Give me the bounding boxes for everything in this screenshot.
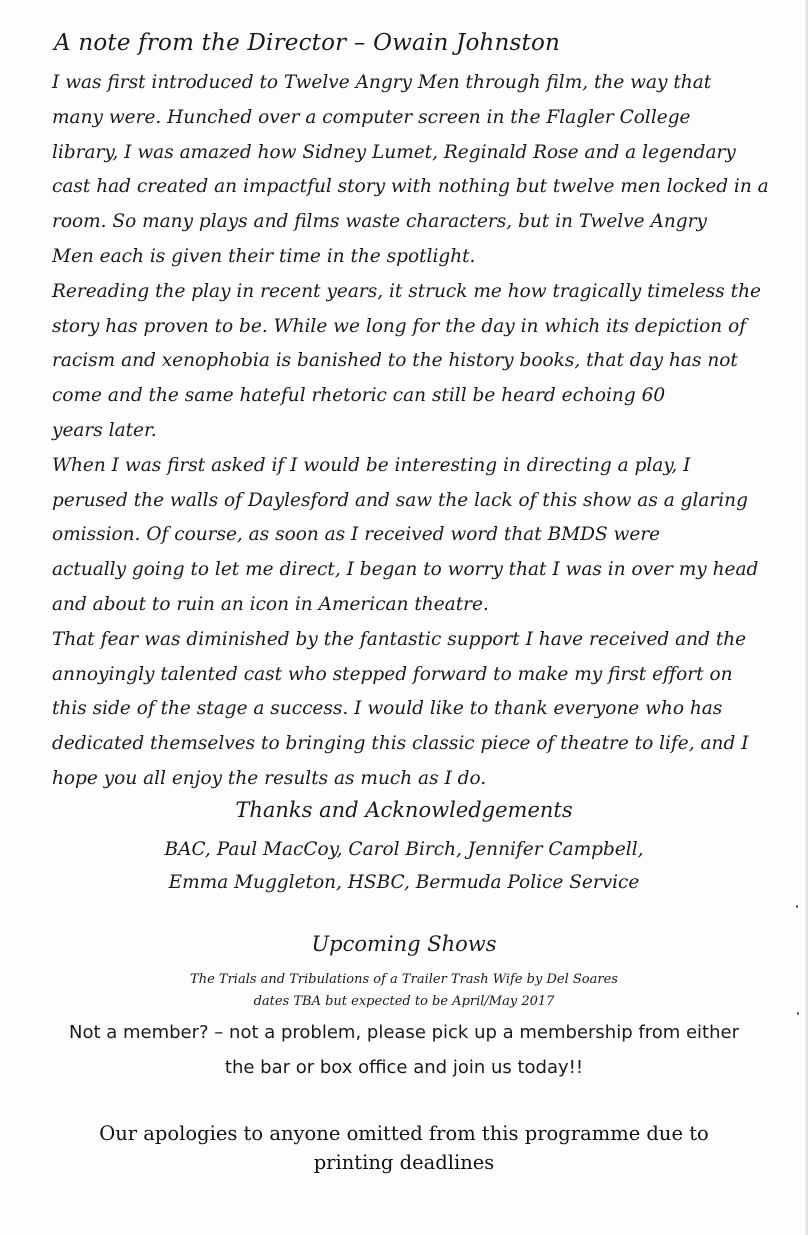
- note-line: That fear was diminished by the fantastic support I have received and the: [52, 628, 747, 650]
- upcoming-show-dates: dates TBA but expected to be April/May 2017: [253, 994, 555, 1009]
- membership-line: the bar or box office and join us today!!: [224, 1057, 584, 1078]
- membership-line: Not a member? – not a problem, please pick up a membership from either: [68, 1022, 739, 1043]
- note-line: story has proven to be. While we long for the day in which its depiction of: [52, 315, 747, 337]
- scan-speck: [796, 905, 798, 908]
- director-note-body: [52, 66, 769, 797]
- note-line: annoyingly talented cast who stepped forward to make my first effort on: [52, 663, 733, 685]
- note-line: hope you all enjoy the results as much as I do.: [52, 767, 487, 789]
- note-line: this side of the stage a success. I would like to thank everyone who has: [52, 698, 723, 720]
- note-line: omission. Of course, as soon as I received word that BMDS were: [52, 524, 661, 546]
- note-line: Men each is given their time in the spotlight.: [52, 245, 476, 267]
- thanks-heading: Thanks and Acknowledgements: [235, 798, 573, 822]
- note-line: Rereading the play in recent years, it struck me how tragically timeless the: [52, 280, 761, 302]
- note-line: I was first introduced to Twelve Angry Men through film, the way that: [52, 72, 712, 93]
- note-line: cast had created an impactful story with nothing but twelve men locked in a: [52, 176, 769, 198]
- note-line: library, I was amazed how Sidney Lumet, Reginald Rose and a legendary: [52, 141, 736, 163]
- note-line: room. So many plays and films waste characters, but in Twelve Angry: [52, 211, 707, 233]
- note-line: dedicated themselves to bringing this classic piece of theatre to life, and I: [52, 733, 749, 755]
- apology-line: printing deadlines: [313, 1151, 495, 1174]
- acknowledgements-line: Emma Muggleton, HSBC, Bermuda Police Service: [168, 872, 640, 893]
- note-line: and about to ruin an icon in American theatre.: [52, 593, 489, 615]
- note-line: actually going to let me direct, I began to worry that I was in over my head: [52, 559, 759, 581]
- note-line: come and the same hateful rhetoric can still be heard echoing 60: [52, 385, 666, 407]
- apology-line: Our apologies to anyone omitted from this programme due to: [99, 1122, 709, 1145]
- scan-speck: [797, 1012, 799, 1015]
- note-line: years later.: [52, 419, 157, 441]
- director-note-title: A note from the Director – Owain Johnston: [54, 30, 561, 56]
- acknowledgements-line: BAC, Paul MacCoy, Carol Birch, Jennifer Campbell,: [164, 839, 644, 860]
- upcoming-show-title: The Trials and Tribulations of a Trailer Trash Wife by Del Soares: [190, 972, 618, 987]
- note-line: racism and xenophobia is banished to the history books, that day has not: [52, 350, 738, 372]
- note-line: many were. Hunched over a computer screen in the Flagler College: [52, 106, 691, 128]
- note-line: perused the walls of Daylesford and saw the lack of this show as a glaring: [52, 489, 748, 511]
- note-line: When I was first asked if I would be interesting in directing a play, I: [52, 454, 691, 476]
- upcoming-shows-heading: Upcoming Shows: [311, 932, 497, 956]
